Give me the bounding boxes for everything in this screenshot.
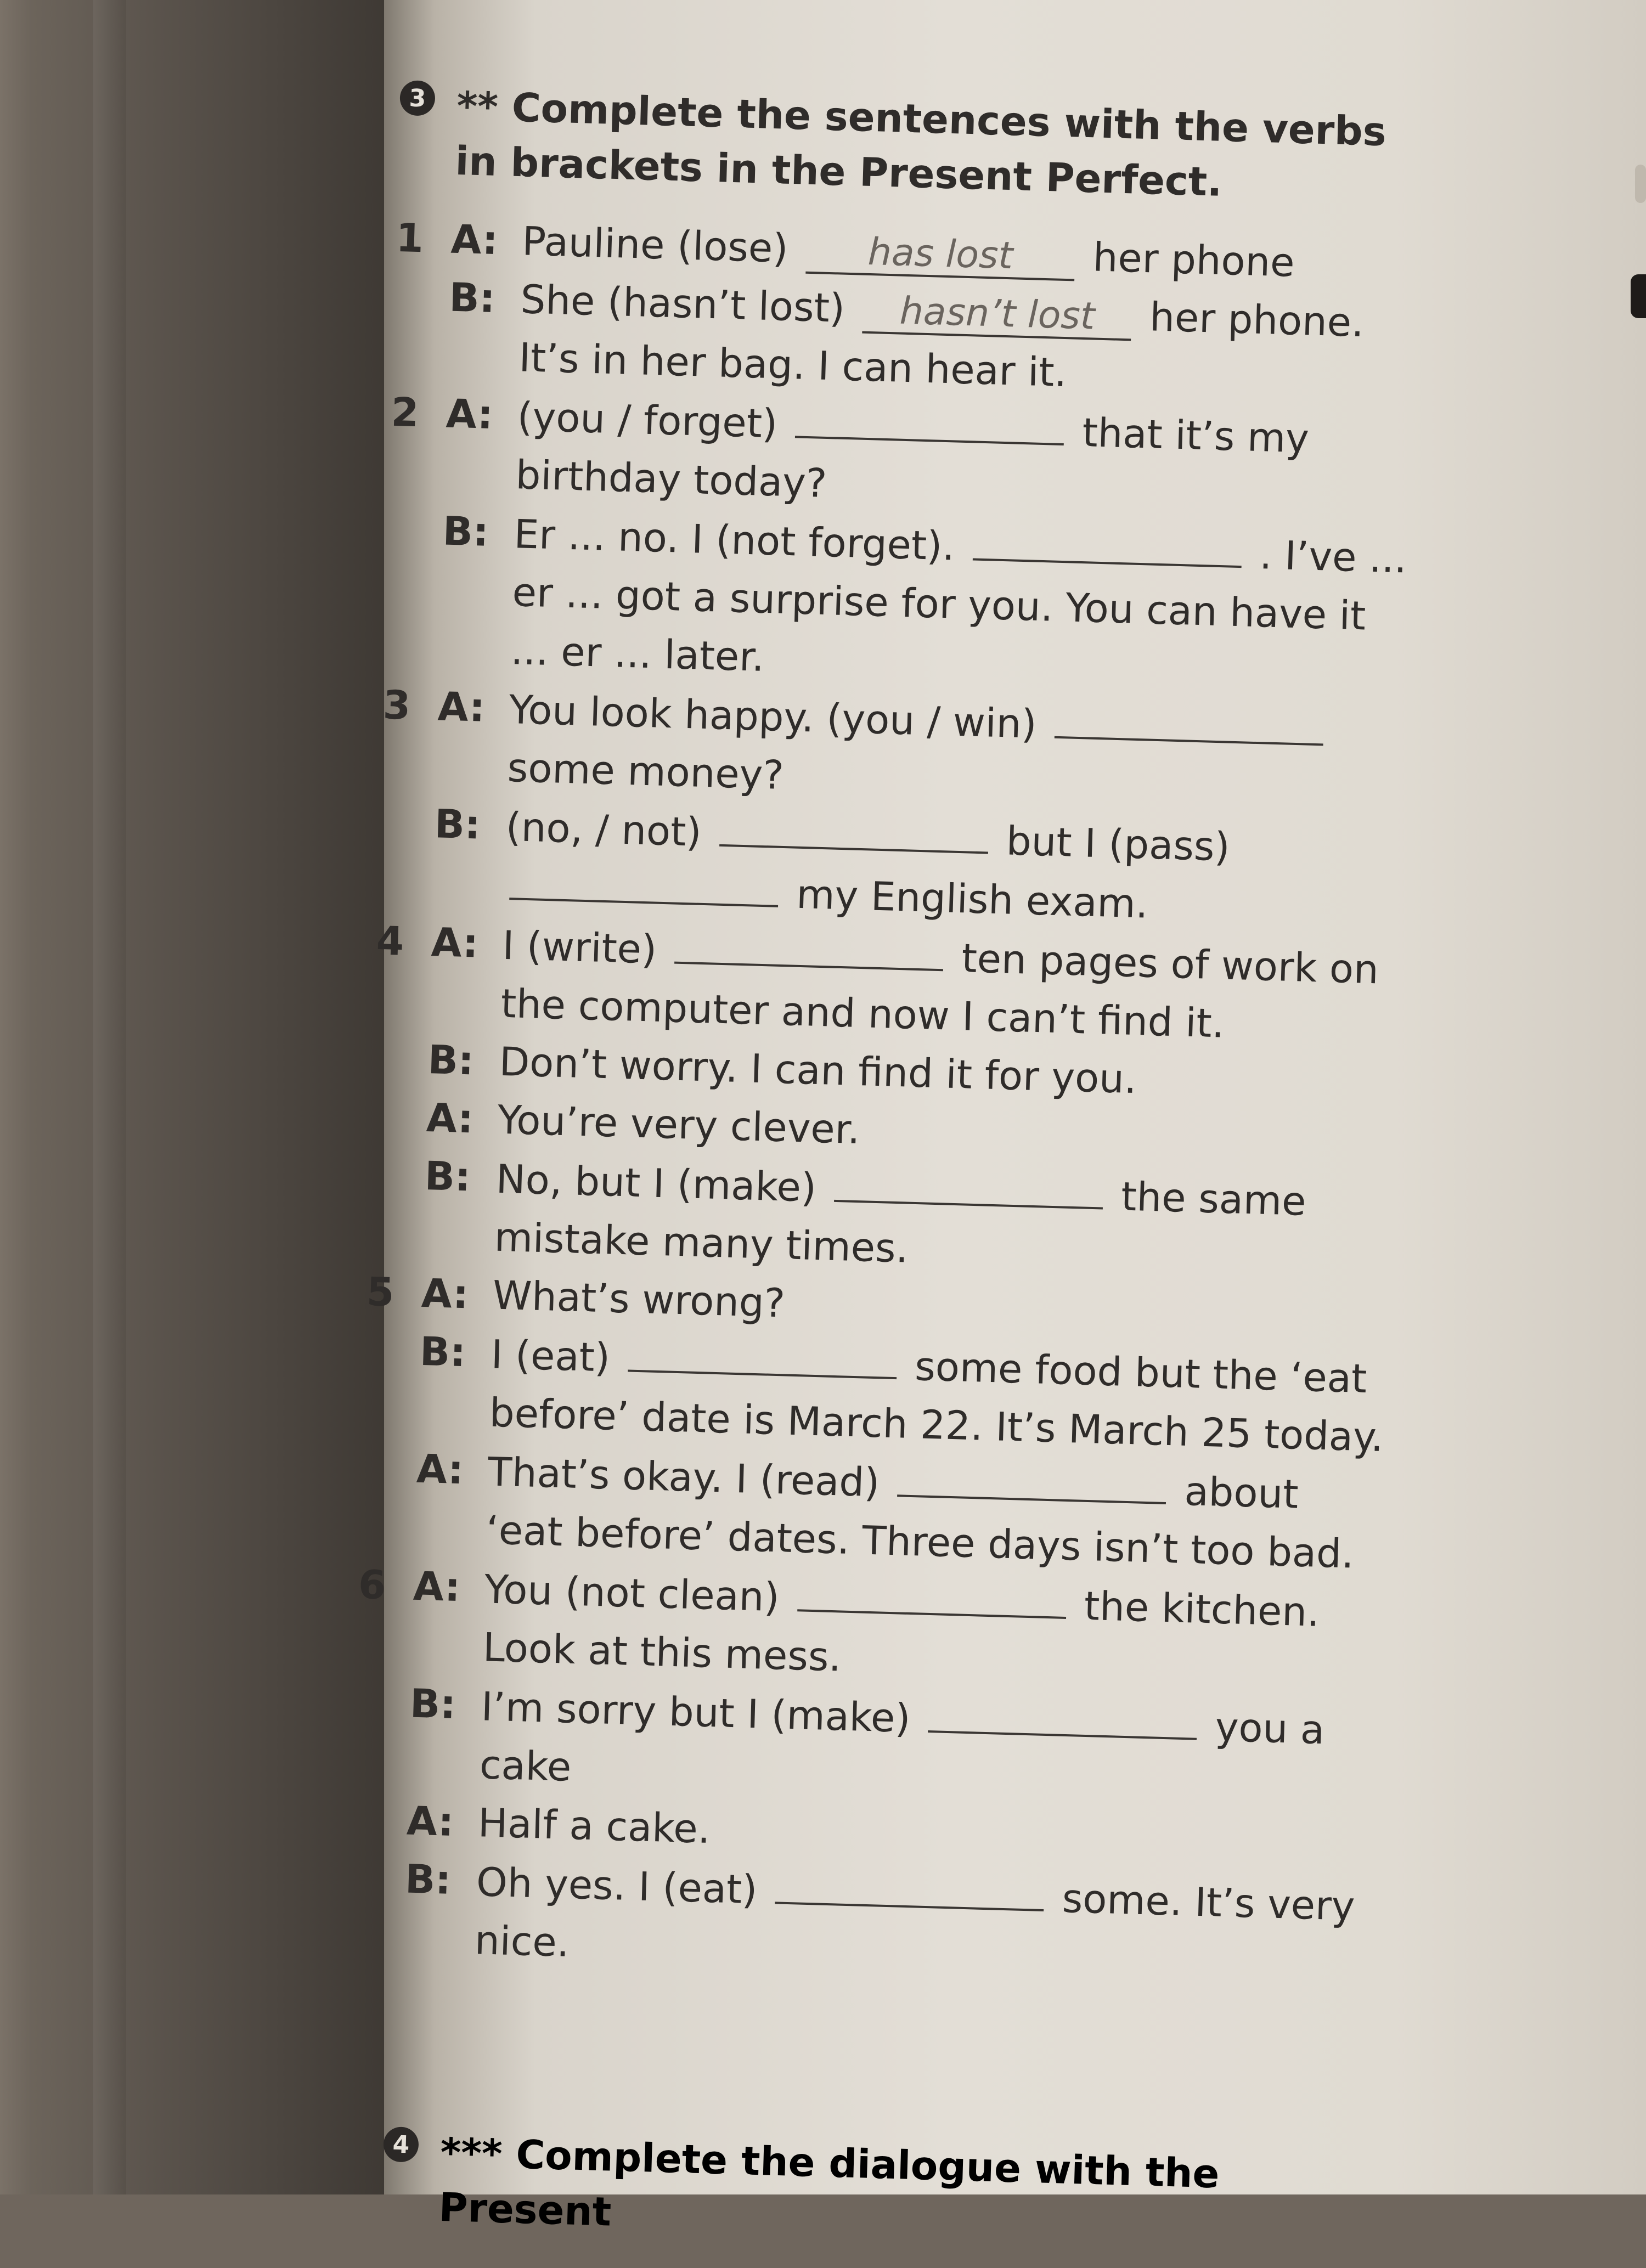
speaker-label: A: <box>416 1445 465 1493</box>
question-number: 5 <box>365 1268 395 1316</box>
text-before-blank: She (hasn’t lost) <box>520 276 846 331</box>
text-after-blank: but I (pass) <box>1005 817 1231 870</box>
question-number: 1 <box>395 214 425 262</box>
speaker-label: B: <box>409 1680 457 1728</box>
text-after-blank: you a cake <box>478 1703 1326 1790</box>
text-before-blank: That’s okay. I (read) <box>487 1448 881 1506</box>
text-after-blank: that it’s my birthday today? <box>515 409 1310 506</box>
text-after-blank: ten pages of work on the computer and now I can’t find it. <box>500 935 1379 1047</box>
answer-blank[interactable] <box>928 1689 1198 1740</box>
answer-blank[interactable] <box>1055 695 1324 746</box>
text-before-blank: You look happy. (you / win) <box>508 686 1038 747</box>
answer-blank[interactable]: has lost <box>805 230 1075 281</box>
dialogue-line <box>384 500 1541 708</box>
exercise-instructions: ** Complete the sentences with the verbs in brackets in the Present Perfect. <box>454 82 1387 205</box>
text-before-blank: I’m sorry but I (make) <box>480 1683 911 1742</box>
margin-mark <box>1635 165 1646 203</box>
text-after-blank: the kitchen. Look at this mess. <box>482 1582 1321 1680</box>
exercise-number-badge: 3 <box>399 80 436 116</box>
answer-blank[interactable] <box>897 1453 1167 1504</box>
text-before-blank: I (eat) <box>490 1331 611 1381</box>
text-before-blank: Half a cake. <box>477 1799 711 1852</box>
question-number: 3 <box>382 681 412 729</box>
text-before-blank: You’re very clever. <box>497 1096 861 1153</box>
question-number: 2 <box>390 388 420 436</box>
speaker-label: A: <box>425 1094 475 1142</box>
answer-blank[interactable]: hasn’t lost <box>863 290 1132 341</box>
speaker-label: B: <box>419 1328 466 1376</box>
text-before-blank: What’s wrong? <box>492 1272 786 1327</box>
text-after-blank: about ‘eat before’ dates. Three days isn’t too bad. <box>485 1468 1355 1577</box>
text-before-blank: Pauline (lose) <box>521 218 789 272</box>
speaker-label: A: <box>450 216 499 264</box>
text-before-blank: Don’t worry. I can find it for you. <box>498 1038 1137 1103</box>
text-after-blank: her phone. It’s in her bag. I can hear it. <box>518 294 1365 396</box>
line-text <box>510 504 1414 704</box>
text-after-blank: the same mistake many times. <box>493 1173 1307 1272</box>
speaker-label: A: <box>420 1270 470 1318</box>
speaker-label: A: <box>437 683 486 731</box>
speaker-label: B: <box>427 1036 475 1084</box>
question-number: 4 <box>375 917 405 964</box>
margin-dot <box>1631 274 1646 318</box>
text-before-blank: No, but I (make) <box>495 1155 818 1211</box>
answer-blank[interactable] <box>628 1328 898 1380</box>
exercise-items <box>348 208 1549 1998</box>
book-cover-left <box>0 0 395 2194</box>
line-text <box>474 1852 1377 1994</box>
text-before-blank: You (not clean) <box>483 1566 780 1621</box>
exercise-number-badge: 4 <box>383 2126 419 2163</box>
text-after-blank: some food but the ‘eat before’ date is March 22. It’s March 25 today. <box>488 1343 1384 1460</box>
exercise-4-header <box>381 2123 1645 2268</box>
speaker-label: A: <box>406 1797 455 1845</box>
speaker-label: B: <box>442 507 489 555</box>
speaker-label: A: <box>430 919 479 967</box>
answer-blank[interactable] <box>834 1158 1104 1210</box>
text-after-blank: . I’ve ... er ... got a surprise for you. You can have it ... er ... later. <box>510 532 1408 680</box>
speaker-label: A: <box>413 1562 461 1611</box>
answer-blank[interactable] <box>795 394 1065 445</box>
text-after-blank: my English exam. <box>796 871 1149 927</box>
question-number: 6 <box>358 1561 387 1609</box>
answer-blank[interactable] <box>509 856 779 907</box>
cover-edge <box>93 0 126 2194</box>
text-before-blank: I (write) <box>501 922 658 973</box>
speaker-label: B: <box>448 274 496 321</box>
text-before-blank: Er ... no. I (not forget). <box>513 511 956 569</box>
text-before-blank: (you / forget) <box>516 393 779 447</box>
text-before-blank: Oh yes. I (eat) <box>476 1859 758 1913</box>
text-after-blank: some. It’s very nice. <box>474 1875 1356 1966</box>
answer-blank[interactable] <box>674 920 944 972</box>
exercise-4 <box>384 2123 1646 2233</box>
exercise-3 <box>341 77 1552 2226</box>
speaker-label: A: <box>445 390 494 438</box>
speaker-label: B: <box>433 800 481 848</box>
text-before-blank: (no, / not) <box>505 803 702 855</box>
answer-blank[interactable] <box>775 1860 1045 1911</box>
exercise-instructions: *** Complete the dialogue with the Present <box>438 2129 1220 2235</box>
answer-blank[interactable] <box>719 803 989 854</box>
answer-blank[interactable] <box>972 516 1242 568</box>
answer-blank[interactable] <box>797 1567 1067 1619</box>
text-after-blank: some money? <box>506 744 785 798</box>
speaker-label: B: <box>404 1855 452 1903</box>
text-after-blank: her phone <box>1092 234 1295 286</box>
speaker-label: B: <box>424 1153 471 1200</box>
